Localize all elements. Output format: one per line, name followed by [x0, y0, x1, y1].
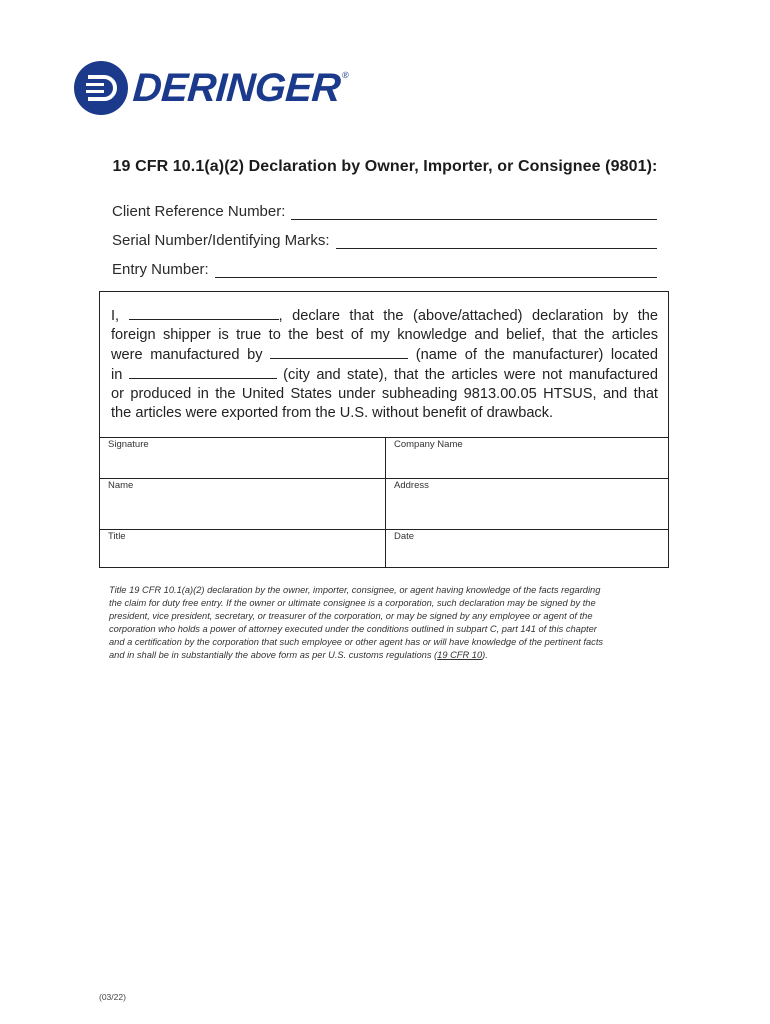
manufacturer-name-blank[interactable] — [270, 345, 408, 359]
serial-number-input-line[interactable] — [336, 234, 657, 249]
date-label: Date — [394, 531, 415, 542]
title-cell[interactable] — [100, 530, 386, 568]
signature-label: Signature — [108, 439, 149, 450]
entry-number-input-line[interactable] — [215, 263, 657, 278]
address-cell[interactable] — [386, 479, 668, 529]
cfr-reference-link[interactable]: 19 CFR 10 — [437, 649, 483, 660]
city-state-blank[interactable] — [129, 365, 277, 379]
client-reference-label: Client Reference Number: — [112, 203, 286, 220]
declaration-line-5: or produced in the United States under subheading 9813.00.05 HTSUS, and that — [111, 386, 658, 402]
declarant-name-blank[interactable] — [129, 306, 279, 320]
client-reference-input-line[interactable] — [291, 205, 657, 220]
form-title: 19 CFR 10.1(a)(2) Declaration by Owner, Importer, or Consignee (9801): — [112, 158, 658, 175]
name-row — [100, 478, 668, 529]
company-name-label: Company Name — [394, 439, 463, 450]
note-line-6: and in shall be in substantially the above form as per U.S. customs regulations (19 CFR 10). — [109, 649, 488, 660]
regulation-note — [109, 584, 659, 661]
serial-number-label: Serial Number/Identifying Marks: — [112, 232, 330, 249]
deringer-logo-icon — [73, 60, 129, 116]
signature-row — [100, 437, 668, 478]
declaration-line-4: in (city and state), that the articles were not manufactured — [111, 367, 658, 383]
date-cell[interactable] — [386, 530, 668, 568]
declaration-line-1: I, , declare that the (above/attached) declaration by the — [111, 308, 658, 324]
note-line-1: Title 19 CFR 10.1(a)(2) declaration by the owner, importer, consignee, or agent having knowledge of the facts regarding — [109, 585, 601, 595]
address-label: Address — [394, 480, 429, 491]
serial-number-field[interactable] — [112, 232, 657, 249]
note-line-2: the claim for duty free entry. If the owner or ultimate consignee is a corporation, such declaration may be signed by the — [109, 597, 596, 608]
title-label: Title — [108, 531, 126, 542]
note-line-4: corporation who holds a power of attorney executed under the conditions outlined in subpart C, part 141 of this chapter — [109, 623, 597, 634]
entry-number-field[interactable] — [112, 261, 657, 278]
signature-cell[interactable] — [100, 438, 386, 478]
name-label: Name — [108, 480, 134, 491]
entry-number-label: Entry Number: — [112, 261, 209, 278]
logo-wordmark: DERINGER® — [131, 66, 349, 110]
declaration-line-6: the articles were exported from the U.S. without benefit of drawback. — [111, 405, 554, 421]
name-cell[interactable] — [100, 479, 386, 529]
declaration-line-2: foreign shipper is true to the best of my knowledge and belief, that the articles — [111, 327, 658, 343]
note-line-3: president, vice president, secretary, or treasurer of the corporation, or may be signed by any employee or agent of the — [109, 610, 593, 621]
signature-grid — [100, 437, 668, 568]
title-row — [100, 529, 668, 568]
declaration-text — [111, 306, 658, 423]
client-reference-field[interactable] — [112, 203, 657, 220]
note-line-5: and a certification by the corporation that such employee or other agent has or will have knowledge of the pertinent facts — [109, 636, 604, 647]
form-revision-date: (03/22) — [99, 992, 126, 1002]
declaration-line-3: were manufactured by (name of the manufacturer) located — [111, 347, 658, 363]
declaration-box — [99, 291, 669, 568]
company-name-cell[interactable] — [386, 438, 668, 478]
deringer-logo — [73, 60, 347, 116]
